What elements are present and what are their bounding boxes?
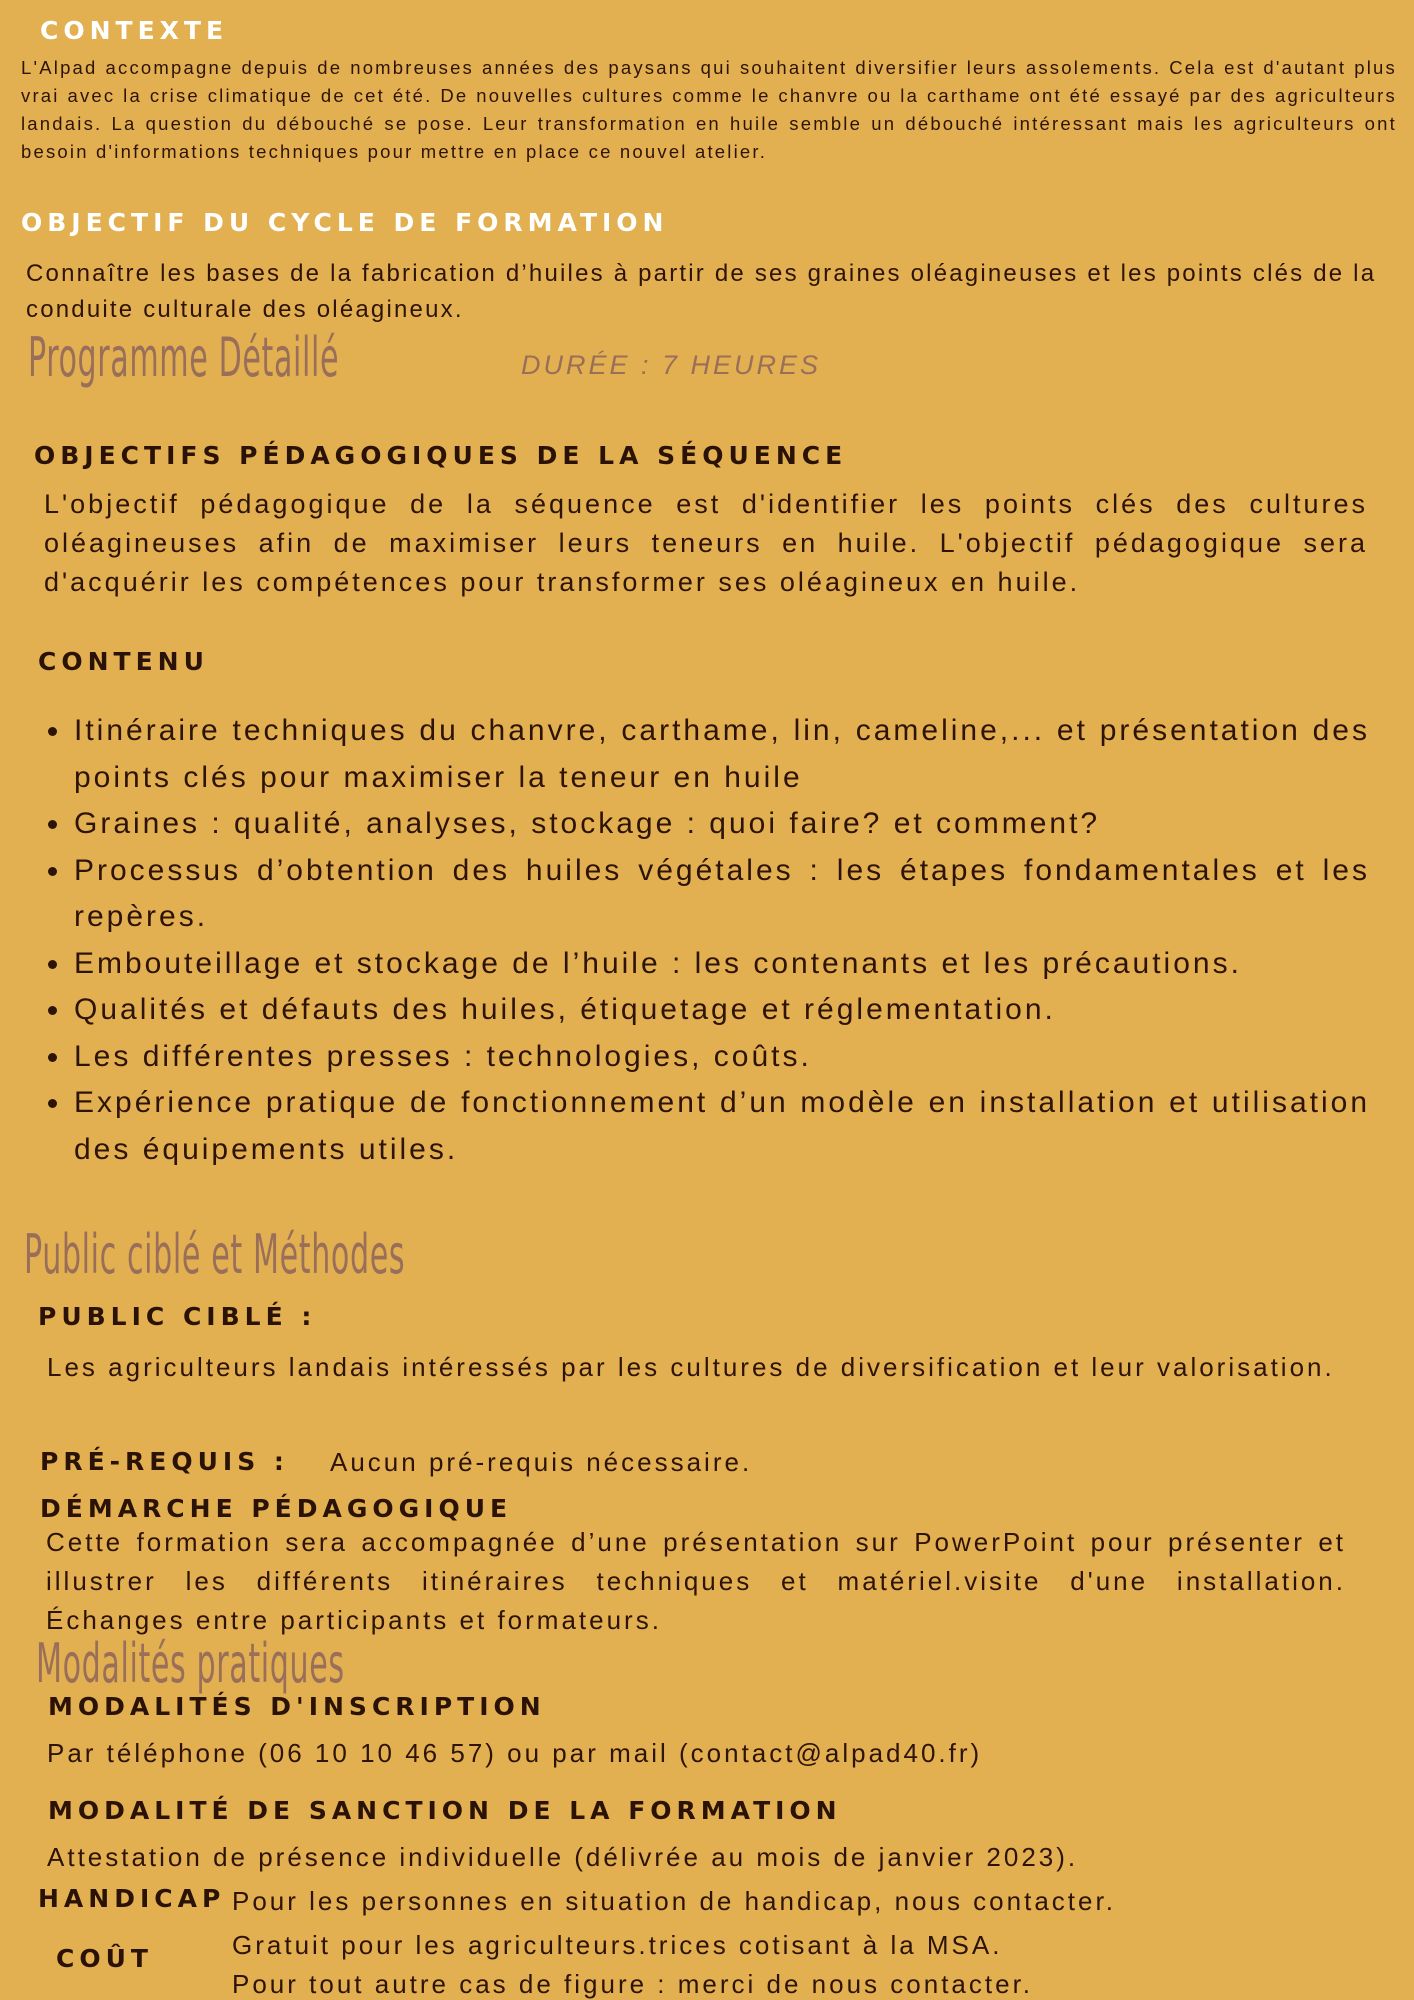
cout-title: COÛT: [56, 1944, 153, 1973]
objectifs-pedagogiques-text: L'objectif pédagogique de la séquence est d'identifier les points clés des cultures oléagineuses afin de maximiser leurs teneurs en huile. L'objectif pédagogique sera d'acquérir les compétences pour transformer ses oléagineux en huile.: [44, 489, 1368, 597]
cout-line-1: Gratuit pour les agriculteurs.trices cotisant à la MSA.: [232, 1930, 1003, 1960]
public-cible-text: Les agriculteurs landais intéressés par les cultures de diversification et leur valorisation.: [47, 1352, 1335, 1382]
public-cible-title: PUBLIC CIBLÉ :: [38, 1302, 317, 1331]
prerequis-title: PRÉ-REQUIS :: [40, 1447, 289, 1476]
contenu-list: [40, 708, 1370, 1173]
prerequis-text: Aucun pré-requis nécessaire.: [330, 1447, 753, 1477]
public-heading: Public ciblé et Méthodes: [24, 1223, 406, 1286]
list-item: • Processus d’obtention des huiles végétales : les étapes fondamentales et les repères.: [72, 848, 1370, 941]
sanction-text: Attestation de présence individuelle (délivrée au mois de janvier 2023).: [47, 1842, 1079, 1872]
demarche-title: DÉMARCHE PÉDAGOGIQUE: [40, 1494, 513, 1523]
list-item: • Qualités et défauts des huiles, étiquetage et réglementation.: [72, 987, 1370, 1034]
demarche-text: Cette formation sera accompagnée d’une présentation sur PowerPoint pour présenter et illustrer les différents itinéraires techniques et matériel.visite d'une installation. Échanges entre participants et formateurs.: [46, 1527, 1346, 1635]
list-item: • Expérience pratique de fonctionnement d’un modèle en installation et utilisation des équipements utiles.: [72, 1080, 1370, 1173]
objectif-text: Connaître les bases de la fabrication d’huiles à partir de ses graines oléagineuses et les points clés de la conduite culturale des oléagineux.: [26, 260, 1377, 323]
contenu-list-container: [40, 708, 1370, 1173]
cout-line-2: Pour tout autre cas de figure : merci de nous contacter.: [232, 1969, 1034, 1999]
list-item: • Graines : qualité, analyses, stockage : quoi faire? et comment?: [72, 801, 1370, 848]
programme-heading: Programme Détaillé: [28, 326, 340, 389]
list-item: • Embouteillage et stockage de l’huile : les contenants et les précautions.: [72, 941, 1370, 988]
handicap-title: HANDICAP: [38, 1884, 226, 1913]
objectif-title: OBJECTIF DU CYCLE DE FORMATION: [21, 208, 669, 237]
duree-label: DURÉE : 7 HEURES: [521, 350, 822, 380]
inscription-text: Par téléphone (06 10 10 46 57) ou par mail (contact@alpad40.fr): [47, 1738, 983, 1768]
contexte-title: CONTEXTE: [40, 16, 229, 45]
objectifs-pedagogiques-title: OBJECTIFS PÉDAGOGIQUES DE LA SÉQUENCE: [34, 441, 848, 470]
list-item: • Les différentes presses : technologies, coûts.: [72, 1034, 1370, 1081]
handicap-text: Pour les personnes en situation de handicap, nous contacter.: [232, 1886, 1116, 1916]
contenu-title: CONTENU: [38, 647, 209, 676]
modalites-heading: Modalités pratiques: [36, 1632, 345, 1695]
sanction-title: MODALITÉ DE SANCTION DE LA FORMATION: [48, 1796, 842, 1825]
contexte-text: L'Alpad accompagne depuis de nombreuses années des paysans qui souhaitent diversifier leurs assolements. Cela est d'autant plus vrai avec la crise climatique de cet été. De nouvelles cultures comme le chanvre ou la carthame ont été essayé par des agriculteurs landais. La question du débouché se pose. Leur transformation en huile semble un débouché intéressant mais les agriculteurs ont besoin d'informations techniques pour mettre en place ce nouvel atelier.: [21, 57, 1397, 162]
list-item: • Itinéraire techniques du chanvre, carthame, lin, cameline,... et présentation des points clés pour maximiser la teneur en huile: [72, 708, 1370, 801]
inscription-title: MODALITÉS D'INSCRIPTION: [48, 1692, 546, 1721]
